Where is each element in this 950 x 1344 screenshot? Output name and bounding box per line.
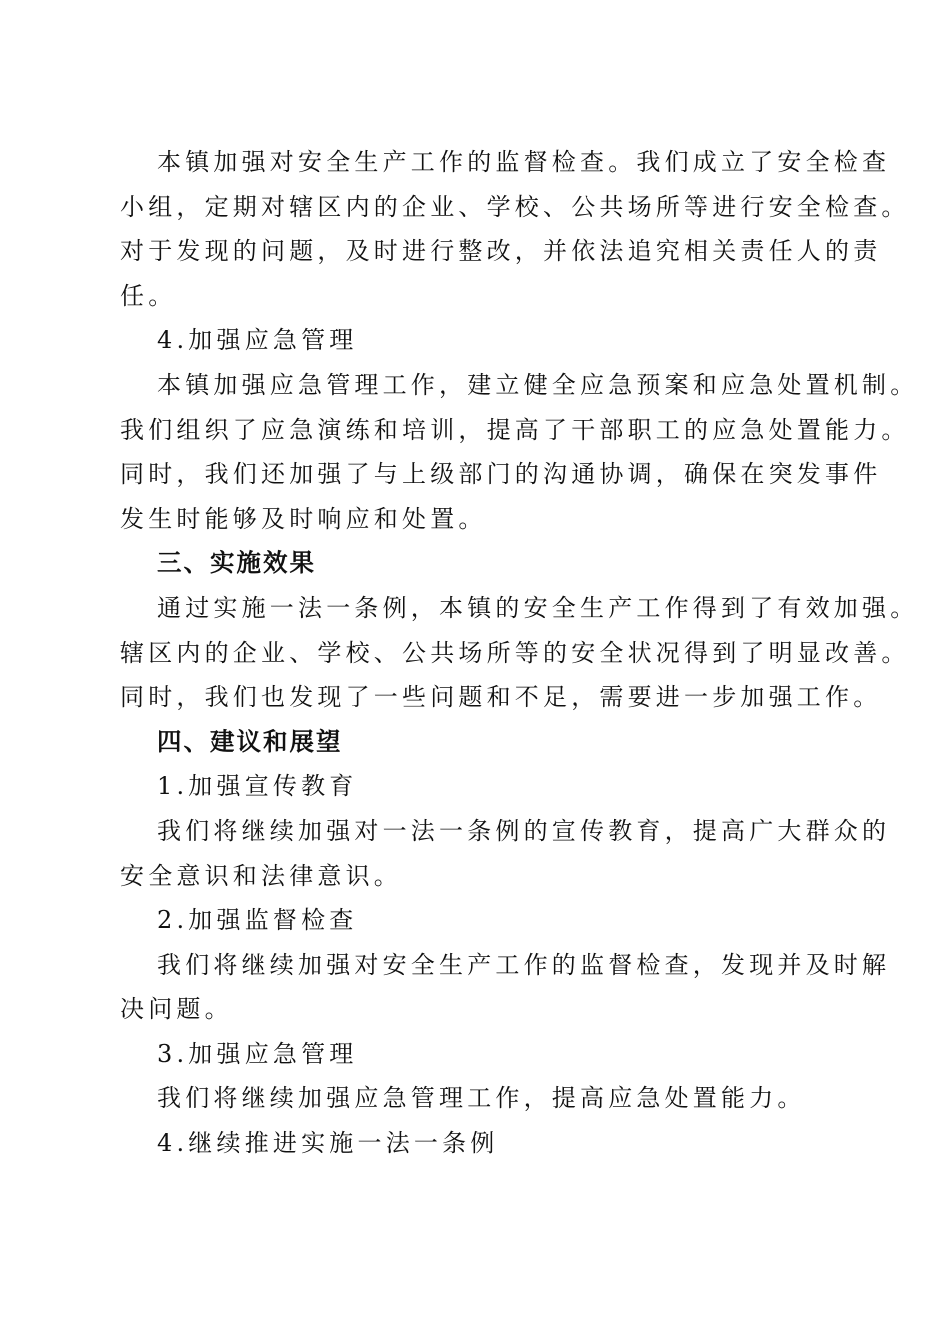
paragraph-line: 本镇加强应急管理工作，建立健全应急预案和应急处置机制。 — [157, 370, 919, 399]
item-title-continue: 4.继续推进实施一法一条例 — [157, 1129, 499, 1158]
section-heading-suggestions: 四、建议和展望 — [157, 726, 343, 756]
paragraph-line: 小组，定期对辖区内的企业、学校、公共场所等进行安全检查。 — [120, 192, 910, 221]
paragraph-line: 辖区内的企业、学校、公共场所等的安全状况得到了明显改善。 — [120, 638, 910, 667]
section-heading-results: 三、实施效果 — [157, 548, 316, 578]
paragraph-line: 决问题。 — [120, 995, 233, 1024]
document-page — [120, 140, 919, 1166]
subsection-title-emergency: 4.加强应急管理 — [157, 326, 358, 355]
paragraph-line: 本镇加强对安全生产工作的监督检查。我们成立了安全检查 — [157, 148, 891, 176]
paragraph-line: 我们将继续加强应急管理工作，提高应急处置能力。 — [157, 1084, 806, 1113]
paragraph-line: 通过实施一法一条例，本镇的安全生产工作得到了有效加强。 — [157, 593, 919, 622]
paragraph-line: 发生时能够及时响应和处置。 — [120, 504, 487, 533]
paragraph-line: 对于发现的问题，及时进行整改，并依法追究相关责任人的责 — [120, 237, 882, 266]
paragraph-line: 同时，我们还加强了与上级部门的沟通协调，确保在突发事件 — [120, 460, 882, 489]
paragraph-line: 我们将继续加强对一法一条例的宣传教育，提高广大群众的 — [157, 816, 891, 845]
paragraph-line: 任。 — [120, 281, 177, 310]
item-title-supervision: 2.加强监督检查 — [157, 906, 358, 935]
results-paragraph — [120, 586, 919, 720]
paragraph-line: 同时，我们也发现了一些问题和不足，需要进一步加强工作。 — [120, 683, 882, 712]
paragraph-line: 安全意识和法律意识。 — [120, 861, 402, 890]
emergency-paragraph — [120, 363, 919, 541]
paragraph-line: 我们组织了应急演练和培训，提高了干部职工的应急处置能力。 — [120, 415, 910, 444]
supervision-paragraph — [120, 140, 910, 318]
item-title-emergency: 3.加强应急管理 — [157, 1039, 358, 1068]
item-title-publicity: 1.加强宣传教育 — [157, 772, 358, 801]
paragraph-line: 我们将继续加强对安全生产工作的监督检查，发现并及时解 — [157, 950, 891, 979]
